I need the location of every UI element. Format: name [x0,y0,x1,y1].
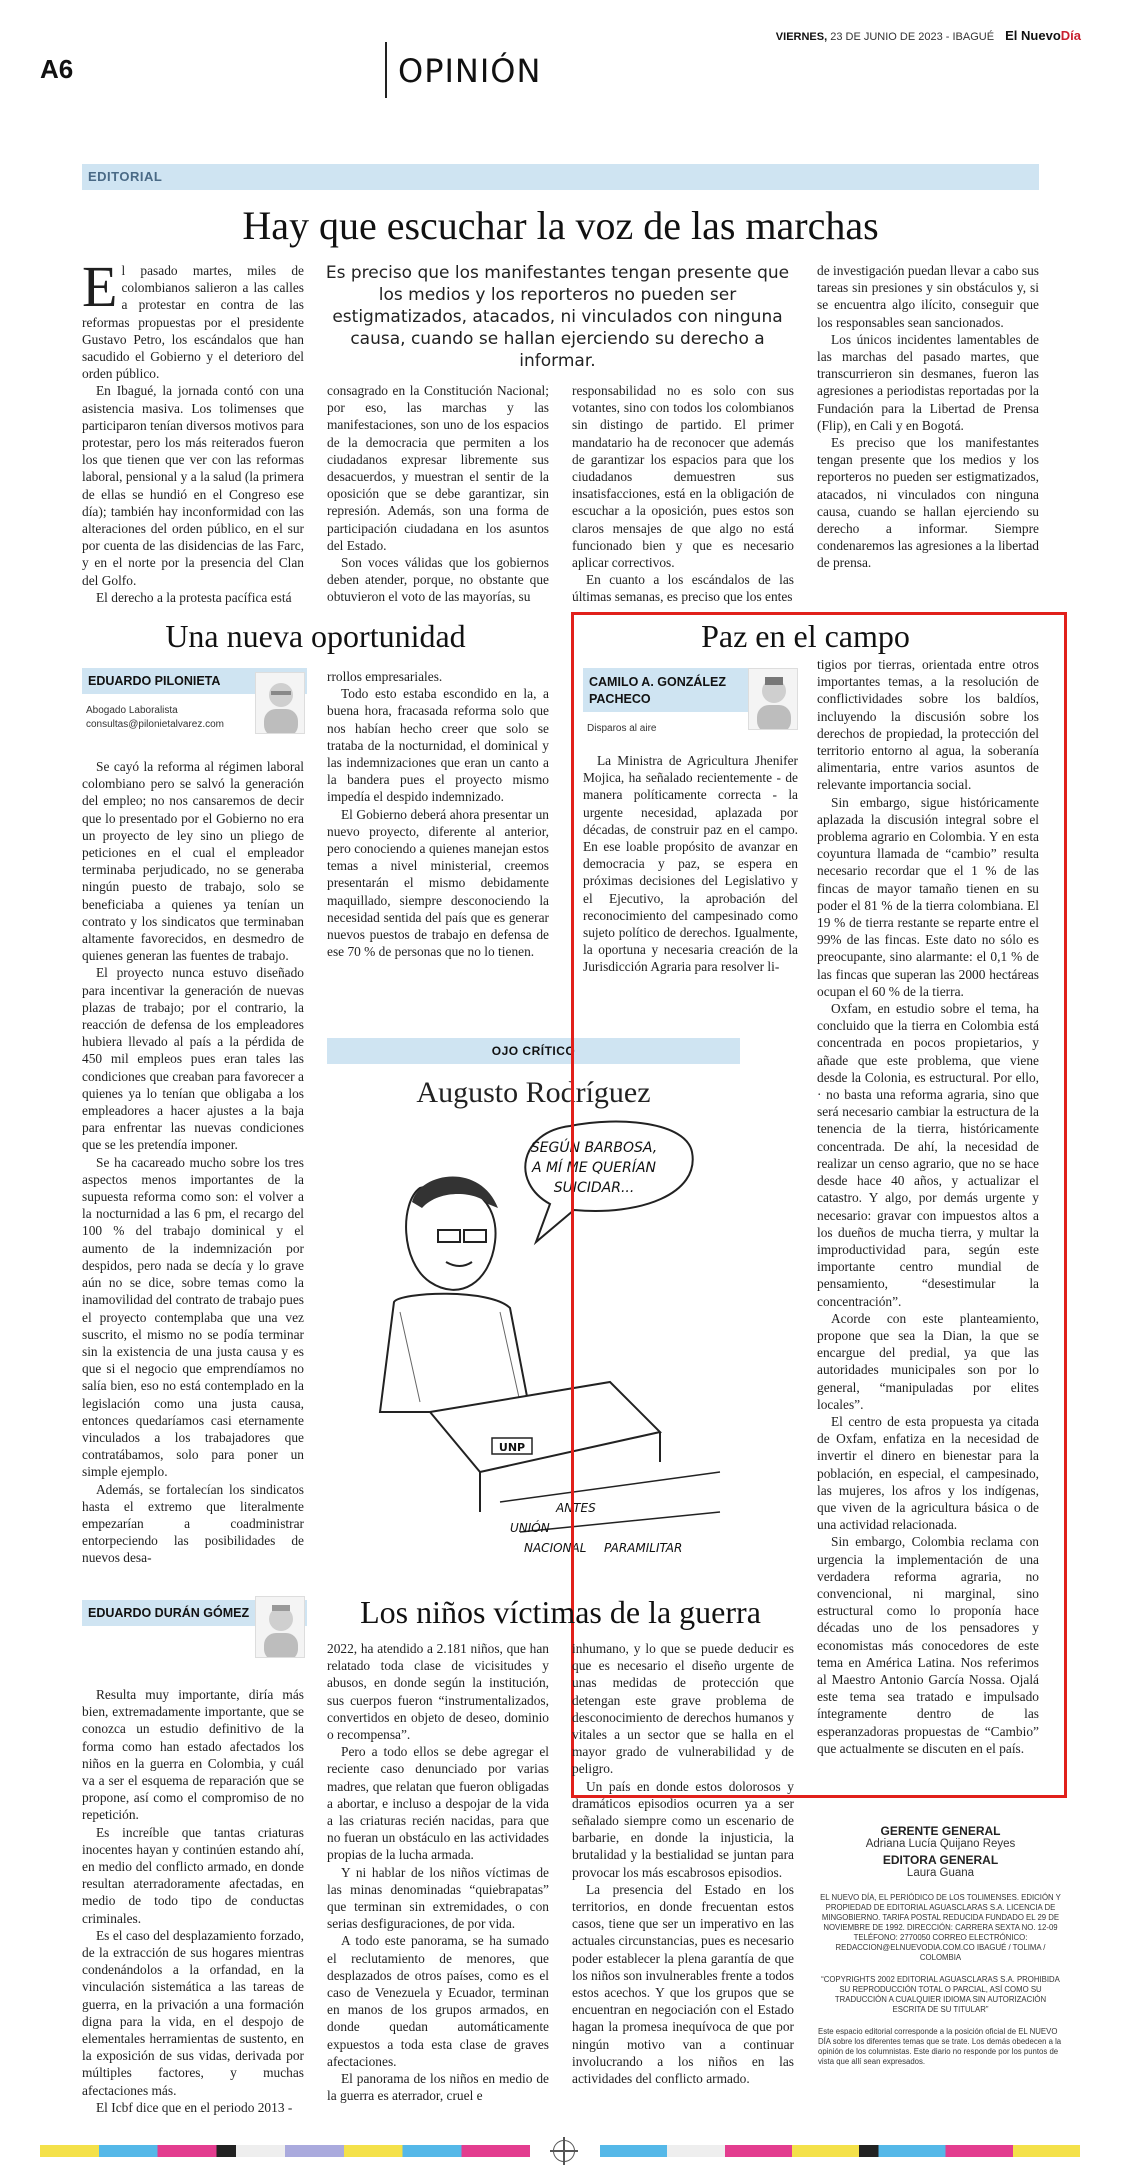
editorial-headline: Hay que escuchar la voz de las marchas [242,203,879,248]
article-paragraph: Acorde con este planteamiento, propone que sea la Dian, la que se encargue del predial, ya que las autoridades municipales son por lo general, “manipuladas por elites locales”. [817,1310,1039,1412]
gerente-label: GERENTE GENERAL [880,1824,1001,1838]
registration-mark-icon [553,2140,575,2162]
editorial-column-4 [817,262,1039,572]
editorial-column-1 [82,254,304,606]
editorial-label: EDITORIAL [88,169,163,184]
article-paragraph: Se cayó la reforma al régimen laboral colombiano pero se salvó la generación del empleo; no nos cansaremos de decir que lo presentado por el Gobierno no era un proyecto de ley sino un pliego de peticiones en el cual el empleador terminaba perjudicado, no se generaba ningún puesto de trabajo, solo se beneficiaba a quienes ya tenían un contrato y los sindicatos que terminaban altamente favorecidos, en desmedro de quienes generan las fuentes de trabajo. [82,759,304,964]
article-paragraph: Además, se fortalecían los sindicatos hasta el extremo que literalmente empezarían a coadministrar entorpeciendo las posibilidades de nuevos desa- [82,1481,304,1566]
article-paragraph: Un país en donde estos dolorosos y dramáticos episodios ocurren ya a ser señalado siempre como un escenario de barbarie, en donde la injusticia, la brutalidad y la bestialidad se juntan para provocar los más escabrosos episodios. [572,1778,794,1880]
article-paragraph: Oxfam, en estudio sobre el tema, ha concluido que la tierra en Colombia está concentrada en pocos propietarios, y añade que este problema, que viene desde la Colonia, es estructural. Por ello, · no basta una reforma agraria, sino que será necesario cambiar la estructura de la tenencia de la tierra, históricamente concentrada. De ahí, la necesidad de realizar un censo agrario, que no se hace desde hace 40 años, y actualizar el catastro. Y algo, por demás urgente y necesario: gravar con impuestos altos a los dueños de mucha tierra, y multar la improductividad para, según este importante centro mundial de pensamiento, “desestimular la concentración”. [817,1001,1039,1309]
article-paragraph: El proyecto nunca estuvo diseñado para incentivar la generación de nuevas plazas de trabajo; por el contrario, la reacción de defensa de los empleadores hubiera llevado al país a la pérdida de 450 mil empleos pues eran tales las condiciones que creaban para favorecer a quienes ya lo tenían que obligaba a los empleadores a hacer ajustes a la baja para enfrentar las nuevas condiciones que se les pretendía imponer. [82,965,304,1153]
ninos-headline: Los niños víctimas de la guerra [360,1594,761,1630]
author-role: Abogado Laboralista [86,705,178,716]
article-paragraph: inhumano, y lo que se puede deducir es que es necesario el diseño urgente de unas medidas de protección que detengan este grave problema de desconocimiento de derechos humanos y vitales a un sector que se halla en el mayor grado de vulnerabilidad y de peligro. [572,1641,794,1777]
publisher-info: EL NUEVO DÍA, EL PERIÓDICO DE LOS TOLIMENSES. EDICIÓN Y PROPIEDAD DE EDITORIAL AGUASCLARAS S.A. LICENCIA DE MINGOBIERNO. TARIFA POSTAL REDUCIDA FUNDADO EL 29 DE NOVIEMBRE DE 1992. DIRECCIÓN: CARRERA SEXTA NO. 12-09 TELÉFONO: 2770050 CORREO ELECTRÓNICO: REDACCION@ELNUEVODIA.COM.CO IBAGUÉ / TOLIMA / COLOMBIA [820,1893,1061,1962]
speech-line-1: SEGÚN BARBOSA, [530,1140,658,1156]
article-paragraph: 2022, ha atendido a 2.181 niños, que han relatado toda clase de vicisitudes y abusos, en donde según la institución, sus cuerpos fueron “instrumentalizados, convertidos en objeto de deseo, dominio o recompensa”. [327,1641,549,1743]
article-paragraph: Sin embargo, sigue históricamente aplazada la discusión integral sobre el problema agrario en Colombia. Y en esta coyuntura llamada de “cambio” resulta necesario recordar que el 1 % de las fincas de mayor tamaño tienen en su poder el 81 % de la tierra colombiana. El 19 % de tierra restante se reparte entre el 99% de las fincas. Este dato no sólo es preocupante, sino alarmante: el 0,1 % de las fincas que superan las 2000 hectáreas ocupan el 60 % de la tierra. [817,794,1039,999]
paz-headline: Paz en el campo [701,618,910,654]
editorial-paragraph: El pasado martes, miles de colombianos salieron a las calles a protestar en contra de las reformas propuestas por el presidente Gustavo Petro, los escándalos que han sacudido el Gobierno y el deterioro del orden público. [82,254,304,382]
paz-column-1 [583,752,798,976]
speech-line-3: SUICIDAR... [553,1180,635,1196]
article-paragraph: El Icbf dice que en el periodo 2013 - [96,2099,293,2115]
article-paragraph: Y ni hablar de los niños víctimas de las minas denominadas “quiebrapatas” que terminan sin extremidades, o con serias desfiguraciones, de por vida. [327,1864,549,1932]
editorial-paragraph: En cuanto a los escándalos de las últimas semanas, es preciso que los entes [572,572,794,605]
author-photo [255,1596,305,1658]
editorial-paragraph: Son voces válidas que los gobiernos deben atender, porque, no obstante que obtuvieron el voto de las mayorías, su [327,555,549,605]
author-email: consultas@pilonietalvarez.com [86,719,224,730]
article-paragraph: tigios por tierras, orientada entre otros importantes temas, a la resolución de conflictividades sobre los baldíos, incluyendo la discusión sobre los derechos de propiedad, la protección del territorio entorno al agua, la soberanía alimentaria, entre varios asuntos de relevante importancia social. [817,657,1039,793]
article-paragraph: Todo esto estaba escondido en la, a buena hora, fracasada reforma solo que nos habían hecho creer que solo se trataba de la nocturnidad, el dominical y las indemnizaciones que eran un canto a la bandera pues el proyecto mismo impedía el despido indemnizado. [327,686,549,805]
editorial-column-3 [572,382,794,606]
editorial-paragraph: responsabilidad no es solo con sus votantes, sino con todos los colombianos sin distingo de partido. El primer mandatario ha de reconocer que además de garantizar los espacios para que los ciudadanos demuestren sus insatisfacciones, está en la obligación de escuchar a la oposición, pues estos son claros mensajes de que algo no está funcionado bien y que es necesario aplicar correctivos. [572,383,794,571]
article-paragraph: Se ha cacareado mucho sobre los tres aspectos menos importantes de la supuesta reforma como son: el volver a la nocturnidad a las 6 pm, el recargo del 100 % del trabajo dominical y el aumento de la indemnización por despidos, pero nada se decía y lo grave aún no se dice, sobre temas como la inamovilidad del contrato de trabajo pues el proyecto contemplaba que una vez suscrito, el mismo no se podía terminar sin la existencia de una justa causa y es que si el negocio que emprendíamos no salía bien, eso no está contemplado en la legislación como una justa causa, entonces quedaríamos casi eternamente vinculados a los trabajadores que contratábamos, solo para poner un simple ejemplo. [82,1154,304,1480]
article-paragraph: La Ministra de Agricultura Jhenifer Mojica, ha señalado recientemente - de manera políticamente correcta - la urgente necesidad, aplazada por décadas, de construir paz en el campo. En ese loable propósito de avanzar en democracia y paz, se espera en próximas decisiones del Legislativo y el Ejecutivo, la aprobación del reconocimiento del campesinado como sujeto político de derechos. Igualmente, la oportuna y necesaria creación de la Jurisdicción Agraria para resolver li- [583,753,798,975]
desk-label: UNP [498,1441,526,1454]
caricaturist-name: Augusto Rodríguez [416,1076,651,1109]
paz-author: CAMILO A. GONZÁLEZ PACHECO [589,675,727,706]
article-paragraph: rrollos empresariales. [327,669,443,684]
gerente-name: Adriana Lucía Quijano Reyes [865,1838,1016,1850]
article-paragraph: El panorama de los niños en medio de la guerra es aterrador, cruel e [327,2071,549,2104]
editorial-paragraph: Los únicos incidentes lamentables de las marchas del pasado martes, que transcurrieron sin desmanes, fueron las agresiones a periodistas reportadas por la Fundación para la Libertad de Prensa (Flip), en Cali y en Bogotá. [817,331,1039,433]
article-paragraph: Es increíble que tantas criaturas inocentes hayan y continúen estando ahí, en medio del conflicto armado, en donde resultan aterradoramente afectadas, en medio de todo tipo de conductas criminales. [82,1824,304,1926]
paz-column-2 [817,656,1039,1757]
editorial-label-bar [82,164,1039,190]
paz-author-bar [583,668,759,712]
article-paragraph: Resulta muy importante, diría más bien, extremadamente importante, que se conozca un estudio definitivo de la forma como han estado afectados los niños en la guerra en Colombia, y cuál va a ser el esquema de reparación que se propone, así como el compromiso de no repetición. [82,1687,304,1823]
ojo-critico-label: OJO CRÍTICO [491,1044,576,1058]
masthead [818,1824,1063,2067]
wall-line-2: UNIÓN [510,1521,550,1535]
wall-line-1: ANTES [556,1501,596,1515]
date-text: 23 DE JUNIO DE 2023 [830,31,943,43]
author-photo [748,668,798,730]
editora-label: EDITORA GENERAL [882,1853,999,1867]
print-color-bar-left [40,2145,530,2157]
article-paragraph: El Gobierno deberá ahora presentar un nuevo proyecto, diferente al anterior, pero conociendo a quienes manejan estos temas a nivel ministerial, creemos presentarán el mismo debidamente maquillado, siempre desconociendo la necesidad sentida del país que es generar nuevos puestos de trabajo en defensa de ese 70 % de personas que no lo tienen. [327,806,549,960]
newspaper-logo: El NuevoDía [1005,28,1081,43]
article-paragraph: Pero a todo ellos se debe agregar el reciente caso denunciado por varias madres, que relatan que fueron obligadas a abortar, e incluso a despojar de la vida a las criaturas recién nacidas, para que no fueran un obstáculo en las actividades propias de la lucha armada. [327,1744,549,1863]
speech-line-2: A MÍ ME QUERÍAN [531,1160,657,1176]
editorial-paragraph: de investigación puedan llevar a cabo sus tareas sin presiones y sin obstáculos y, si se encuentra algo ilícito, conseguir que los responsables sean sancionados. [817,263,1039,330]
oportunidad-column-2 [327,668,549,960]
article-paragraph: El centro de esta propuesta ya citada de Oxfam, enfatiza en la necesidad de invertir el dinero en bienestar para la población, en especial, el campesinado, las mujeres, los afros y los indígenas, que viven de la agricultura básica o de una actividad relacionada. [817,1413,1039,1533]
wall-line-3: NACIONAL [524,1541,587,1555]
editorial-paragraph: En Ibagué, la jornada contó con una asistencia masiva. Los tolimenses que participaron tenían diversos motivos para protestar, pero los más reiterados fueron los que tienen que ver con las reformas laboral, pensional y a la salud (la primera de ellas se hundió en el Congreso ese día); también hay inconformidad con las alteraciones del orden público, en el sur por cuenta de las disidencias de las Farc, y en el norte por la presencia del Clan del Golfo. [82,383,304,588]
oportunidad-column-1 [82,758,304,1567]
page-number: A6 [40,54,74,84]
oportunidad-author: EDUARDO PILONIETA [88,674,221,688]
editorial-pullquote: Es preciso que los manifestantes tengan presente que los medios y los reporteros no pueden ser estigmatizados, atacados, ni vinculados con ninguna causa, cuando se hallan ejerciendo su derecho a informar. [325,263,790,371]
copyright-notice: “COPYRIGHTS 2002 EDITORIAL AGUASCLARAS S.A. PROHIBIDA SU REPRODUCCIÓN TOTAL O PARCIAL, ASÍ COMO SU TRADUCCIÓN A CUALQUIER IDIOMA SIN AUTORIZACIÓN ESCRITA DE SU TITULAR” [821,1975,1060,2014]
header-divider [385,42,387,98]
ninos-column-3 [572,1640,794,2087]
editorial-paragraph: Es preciso que los manifestantes tengan presente que los medios y los reporteros no pueden ser estigmatizados, atacados, ni vinculados con ninguna causa, cuando se hallan ejerciendo su derecho a informar. Siempre condenaremos las agresiones a la libertad de prensa. [817,435,1039,571]
editorial-column-2 [327,382,549,606]
city-text: - IBAGUÉ [945,31,995,43]
oportunidad-headline: Una nueva oportunidad [165,618,466,654]
editorial-paragraph: consagrado en la Constitución Nacional; por eso, las marchas y las manifestaciones, son uno de los espacios de la democracia que permiten a los ciudadanos expresar libremente sus desacuerdos, y muestran el sentir de la oposición que se debe garantizar, sin represión. Además, son una forma de participación ciudadana en los asuntos del Estado. [327,383,549,553]
ninos-author: EDUARDO DURÁN GÓMEZ [88,1606,250,1620]
page-header [40,26,1081,90]
ninos-column-2 [327,1640,549,2104]
editorial-paragraph: El derecho a la protesta pacífica está [96,589,292,605]
dateline [776,28,1081,43]
article-paragraph: Es el caso del desplazamiento forzado, de la extracción de sus hogares mientras condenándolos a la orfandad, en la vinculación sistemática a las tareas de guerra, en la privación a una formación digna para la vida, en el despojo de elementales herramientas de sustento, en la exposición de sus vidas, derivada por múltiples factores, y muchas afectaciones más. [82,1927,304,2098]
print-color-bar-right [600,2145,1080,2157]
article-paragraph: La presencia del Estado en los territorios, en donde frecuentan estos casos, tiene que ser un imperativo en las actuales circunstancias, pues es necesario poder establecer la plena garantía de que los niños son invulnerables frente a todos estos acechos. Y que los grupos que se encuentran en negociación con el Estado hagan la promesa inequívoca de que por ningún motivo van a continuar involucrando a los niños en las actividades del conflicto armado. [572,1881,794,2087]
article-paragraph: A todo este panorama, se ha sumado el reclutamiento de menores, que desplazados de otros países, como es el caso de Venezuela y Ecuador, terminan en manos de los grupos armados, en donde quedan automáticamente expuestos a toda esta clase de graves afectaciones. [327,1933,549,2069]
wall-line-4: PARAMILITAR [604,1541,683,1555]
section-title: OPINIÓN [398,52,542,90]
article-paragraph: Sin embargo, Colombia reclama con urgencia la implementación de una verdadera reforma agraria, no convencional, ni marginal, sino estructural como lo proponía hace décadas uno de los pensadores y economistas más conocedores de este tema en América Latina. Nos referimos al Maestro Antonio García Nossa. Ojalá este tema sea tratado e impulsado íntegramente dentro de las esperanzadoras propuestas de “Cambio” que actualmente se discuten en el país. [817,1534,1039,1756]
date-prefix: VIERNES, [775,31,828,43]
ninos-column-1 [82,1686,304,2116]
author-photo [255,672,305,734]
disclaimer-notice: Este espacio editorial corresponde a la posición oficial de EL NUEVO DÍA sobre los diferentes temas que se trate. Los demás obedecen a la opinión de los columnistas. Este diario no responde por los puntos de vista que allí sean expresados. [818,2027,1062,2066]
paz-author-role: Disparos al aire [587,723,657,734]
editora-name: Laura Guana [906,1867,975,1879]
oportunidad-author-meta [86,704,246,732]
